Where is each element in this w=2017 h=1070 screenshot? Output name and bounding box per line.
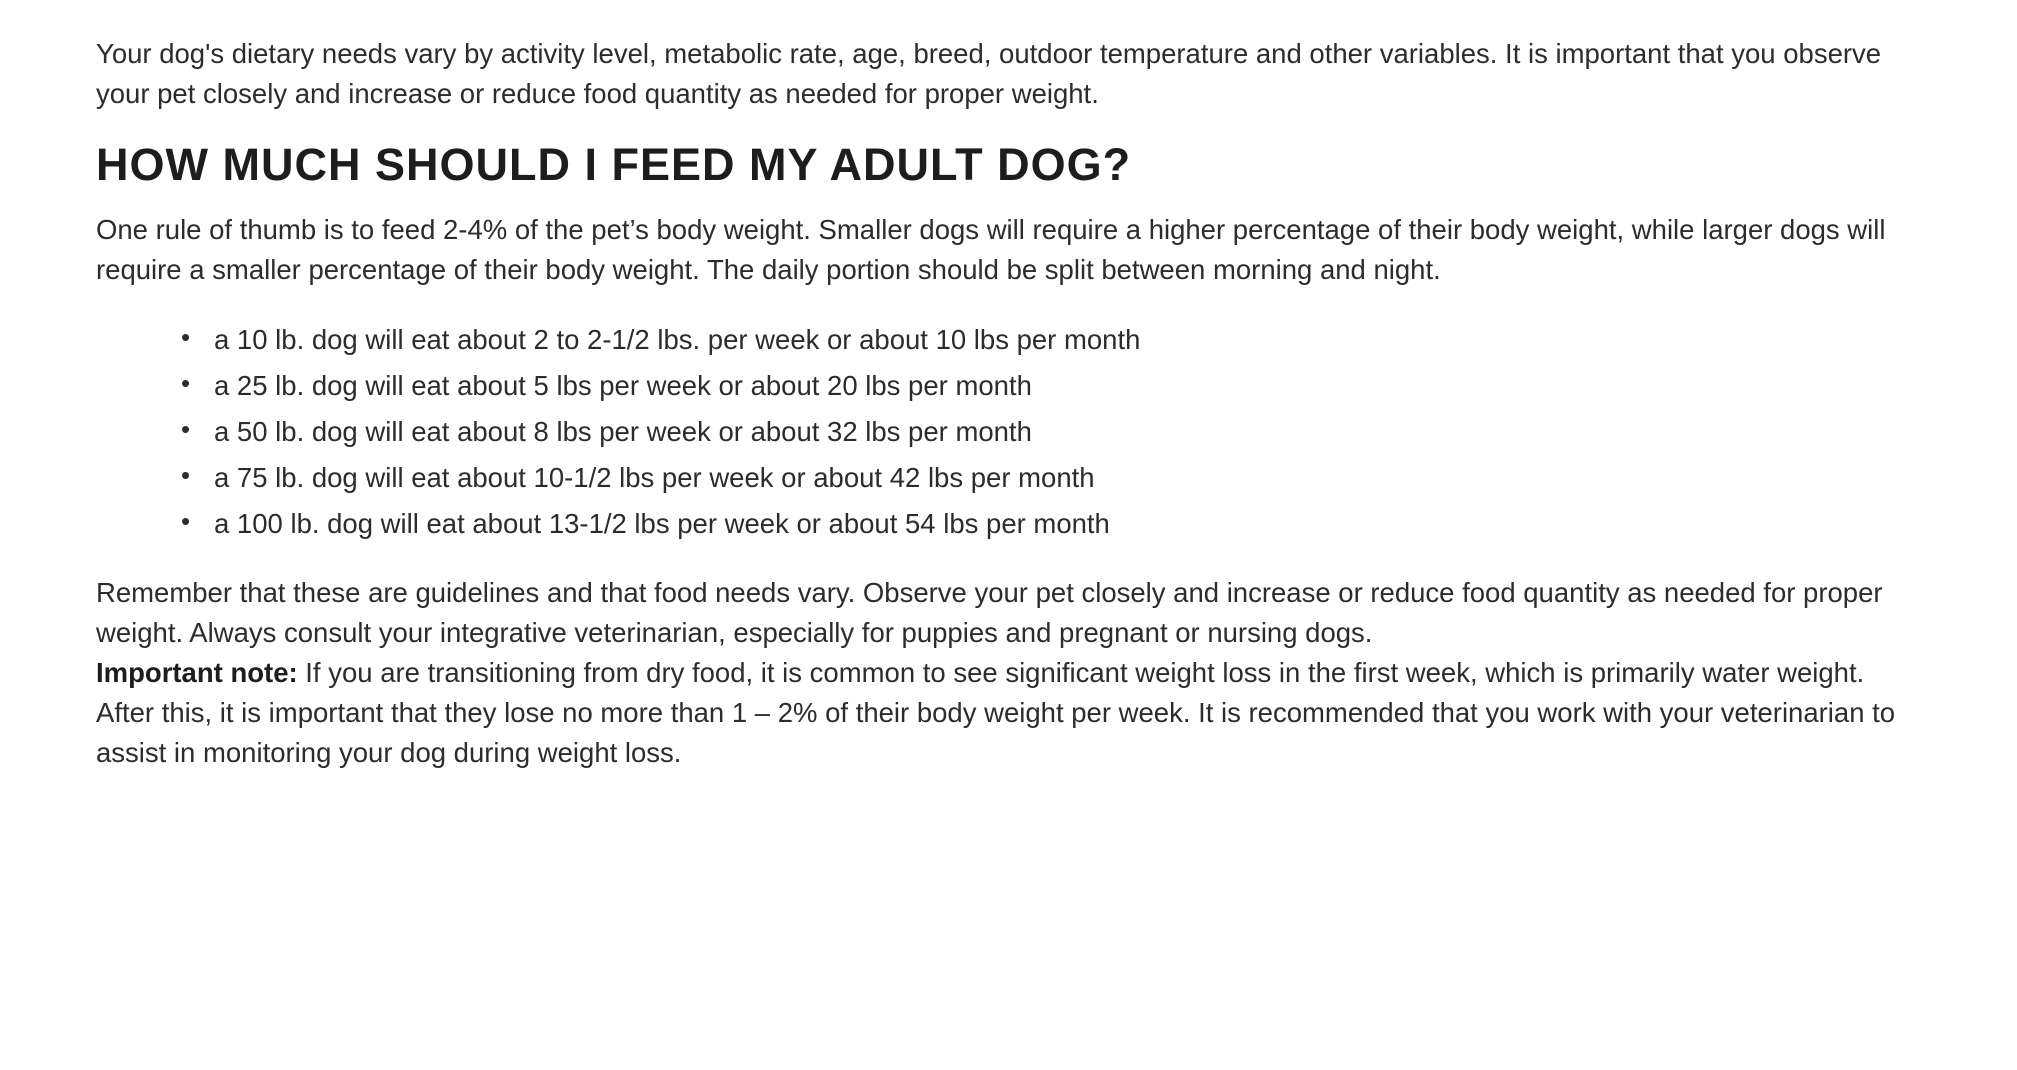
feeding-guidelines-list [96, 320, 1921, 543]
rule-of-thumb-paragraph: One rule of thumb is to feed 2-4% of the pet’s body weight. Smaller dogs will require a higher percentage of their body weight, while larger dogs will require a smaller percentage of their body weight. The daily portion should be split between morning and night. [96, 214, 1886, 286]
section-heading: HOW MUCH SHOULD I FEED MY ADULT DOG? [96, 138, 1132, 190]
intro-paragraph: Your dog's dietary needs vary by activity level, metabolic rate, age, breed, outdoor temperature and other variables. It is important that you observe your pet closely and increase or reduce food quantity as needed for proper weight. [96, 38, 1882, 109]
important-note-paragraph [96, 653, 1921, 773]
list-item: • a 75 lb. dog will eat about 10-1/2 lbs per week or about 42 lbs per month [214, 458, 1921, 497]
important-note-label: Important note: [96, 656, 298, 688]
article-content [96, 34, 1921, 773]
list-item: • a 10 lb. dog will eat about 2 to 2-1/2 lbs. per week or about 10 lbs per month [214, 320, 1921, 359]
list-item: • a 50 lb. dog will eat about 8 lbs per week or about 32 lbs per month [214, 412, 1921, 451]
list-item: • a 25 lb. dog will eat about 5 lbs per week or about 20 lbs per month [214, 366, 1921, 405]
guidelines-note-paragraph: Remember that these are guidelines and that food needs vary. Observe your pet closely and increase or reduce food quantity as needed for proper weight. Always consult your integrative veterinarian, especially for puppies and pregnant or nursing dogs. [96, 577, 1883, 648]
list-item: • a 100 lb. dog will eat about 13-1/2 lbs per week or about 54 lbs per month [214, 504, 1921, 543]
important-note-text: If you are transitioning from dry food, it is common to see significant weight loss in the first week, which is primarily water weight. After this, it is important that they lose no more than 1 – 2% of their body weight per week. It is recommended that you work with your veterinarian to assist in monitoring your dog during weight loss. [96, 656, 1896, 768]
